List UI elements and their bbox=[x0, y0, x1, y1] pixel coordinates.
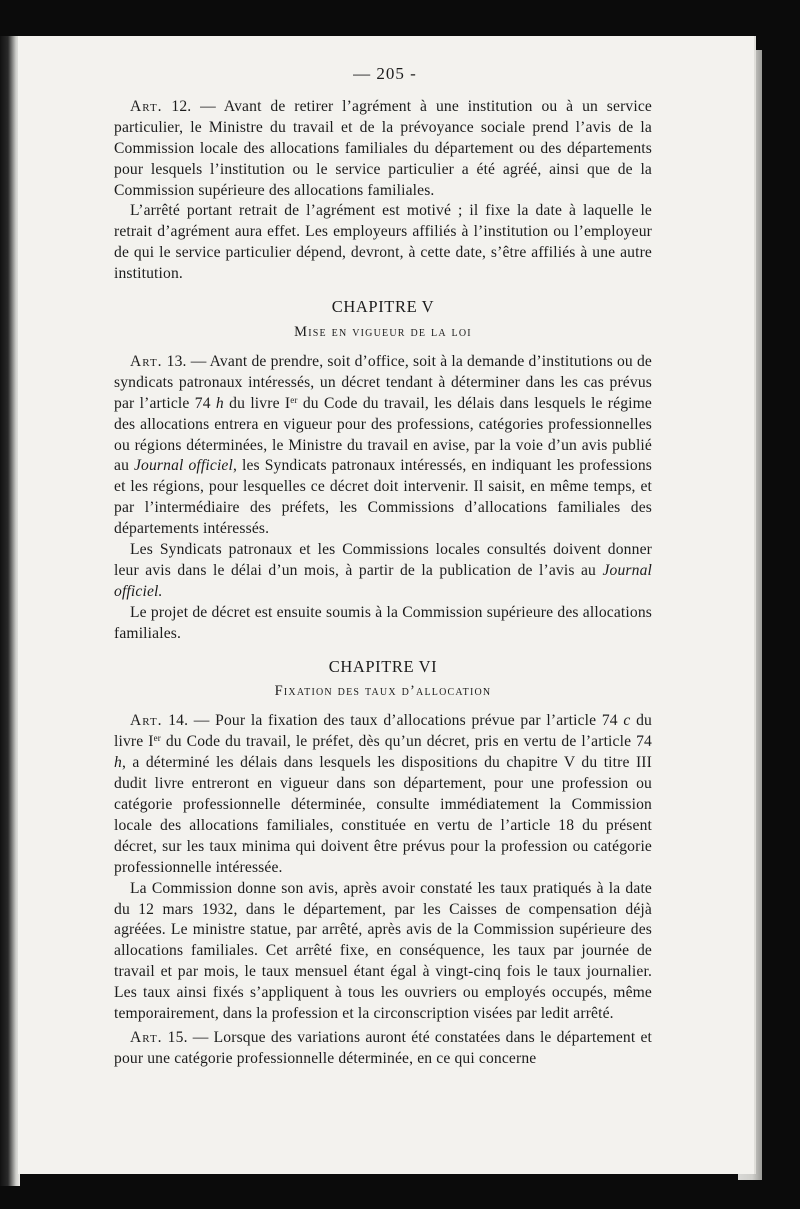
page-number: — 205 - bbox=[353, 64, 417, 83]
article-14-paragraph-2: La Commission donne son avis, après avoir constaté les taux pratiqués à la date du 12 mars 1932, dans le département, par les Caisses de compensation déjà agréées. Le ministre statue, par arrêté, après avis de la Commission supérieure des allocations familiales. Cet arrêté fixe, en conséquence, les taux par journée de travail et par mois, le taux mensuel étant égal à vingt-cinq fois le taux journalier. Les taux ainsi fixés s’appliquent à tous les ouvriers ou employés occupés, même temporairement, dans la profession et la circonscription visées par ledit arrêté. bbox=[114, 879, 652, 1023]
article-13-paragraph-2: Les Syndicats patronaux et les Commissions locales consultés doivent donner leur avis dans le délai d’un mois, à partir de la publication de l’avis au Journal officiel. bbox=[114, 541, 652, 600]
page-content bbox=[114, 64, 652, 1070]
chapter-5-title: CHAPITRE V bbox=[331, 297, 435, 317]
book-gutter bbox=[0, 36, 20, 1186]
article-label: Art. bbox=[130, 712, 163, 730]
chapter-5-subtitle: Mise en vigueur de la loi bbox=[294, 323, 472, 340]
chapter-6-title: CHAPITRE VI bbox=[328, 656, 438, 676]
article-12-paragraph-2: L’arrêté portant retrait de l’agrément est motivé ; il fixe la date à laquelle le retrait d’agrément aura effet. Les employeurs affiliés à l’institution ou l’employeur de qui le service particulier dépend, devront, à cette date, s’être affiliés à une autre institution. bbox=[114, 202, 652, 283]
article-13-paragraph: Art. 13. — Avant de prendre, soit d’office, soit à la demande d’institutions ou de syndicats patronaux intéressés, un décret tendant à déterminer dans les cas prévus par l’article 74 h du livre Ier du Code du travail, les délais dans lesquels le régime des allocations entrera en vigueur pour des professions, catégories professionnelles ou régions déterminées, le Ministre du travail en avise, par la voie d’un avis publié au Journal officiel, les Syndicats patronaux intéressés, en indiquant les professions et les régions, pour lesquelles ce décret doit intervenir. Il saisit, en même temps, et par l’intermédiaire des préfets, les Commissions d’allocations familiales des départements intéressés. bbox=[114, 352, 652, 538]
article-14-paragraph: Art. 14. — Pour la fixation des taux d’allocations prévue par l’article 74 c du livre Ier du Code du travail, le préfet, dès qu’un décret, pris en vertu de l’article 74 h, a déterminé les délais dans lesquels les dispositions du chapitre V du titre III dudit livre entreront en vigueur dans son département, pour une profession ou catégorie professionnelle déterminée, consulte immédiatement la Commission locale des allocations familiales, constituée en vertu de l’article 18 du présent décret, sur les taux minima qui doivent être prévus pour la profession ou catégorie professionnelle intéressée. bbox=[114, 712, 652, 876]
article-13-paragraph-3: Le projet de décret est ensuite soumis à la Commission supérieure des allocations familiales. bbox=[114, 603, 652, 642]
article-label: Art. bbox=[130, 97, 163, 115]
article-12-paragraph: Art. 12. — Avant de retirer l’agrément à une institution ou à un service particulier, le Ministre du travail et de la prévoyance sociale prend l’avis de la Commission locale des allocations familiales du département ou des départements pour lesquels l’institution ou le service particulier a été agréé, ainsi que de la Commission supérieure des allocations familiales. bbox=[114, 97, 652, 199]
article-label: Art. bbox=[130, 352, 163, 370]
chapter-6-subtitle: Fixation des taux d’allocation bbox=[274, 683, 492, 700]
article-label: Art. bbox=[130, 1028, 163, 1046]
article-15-paragraph: Art. 15. — Lorsque des variations auront été constatées dans le département et pour une catégorie professionnelle déterminée, en ce qui concerne bbox=[114, 1028, 652, 1067]
